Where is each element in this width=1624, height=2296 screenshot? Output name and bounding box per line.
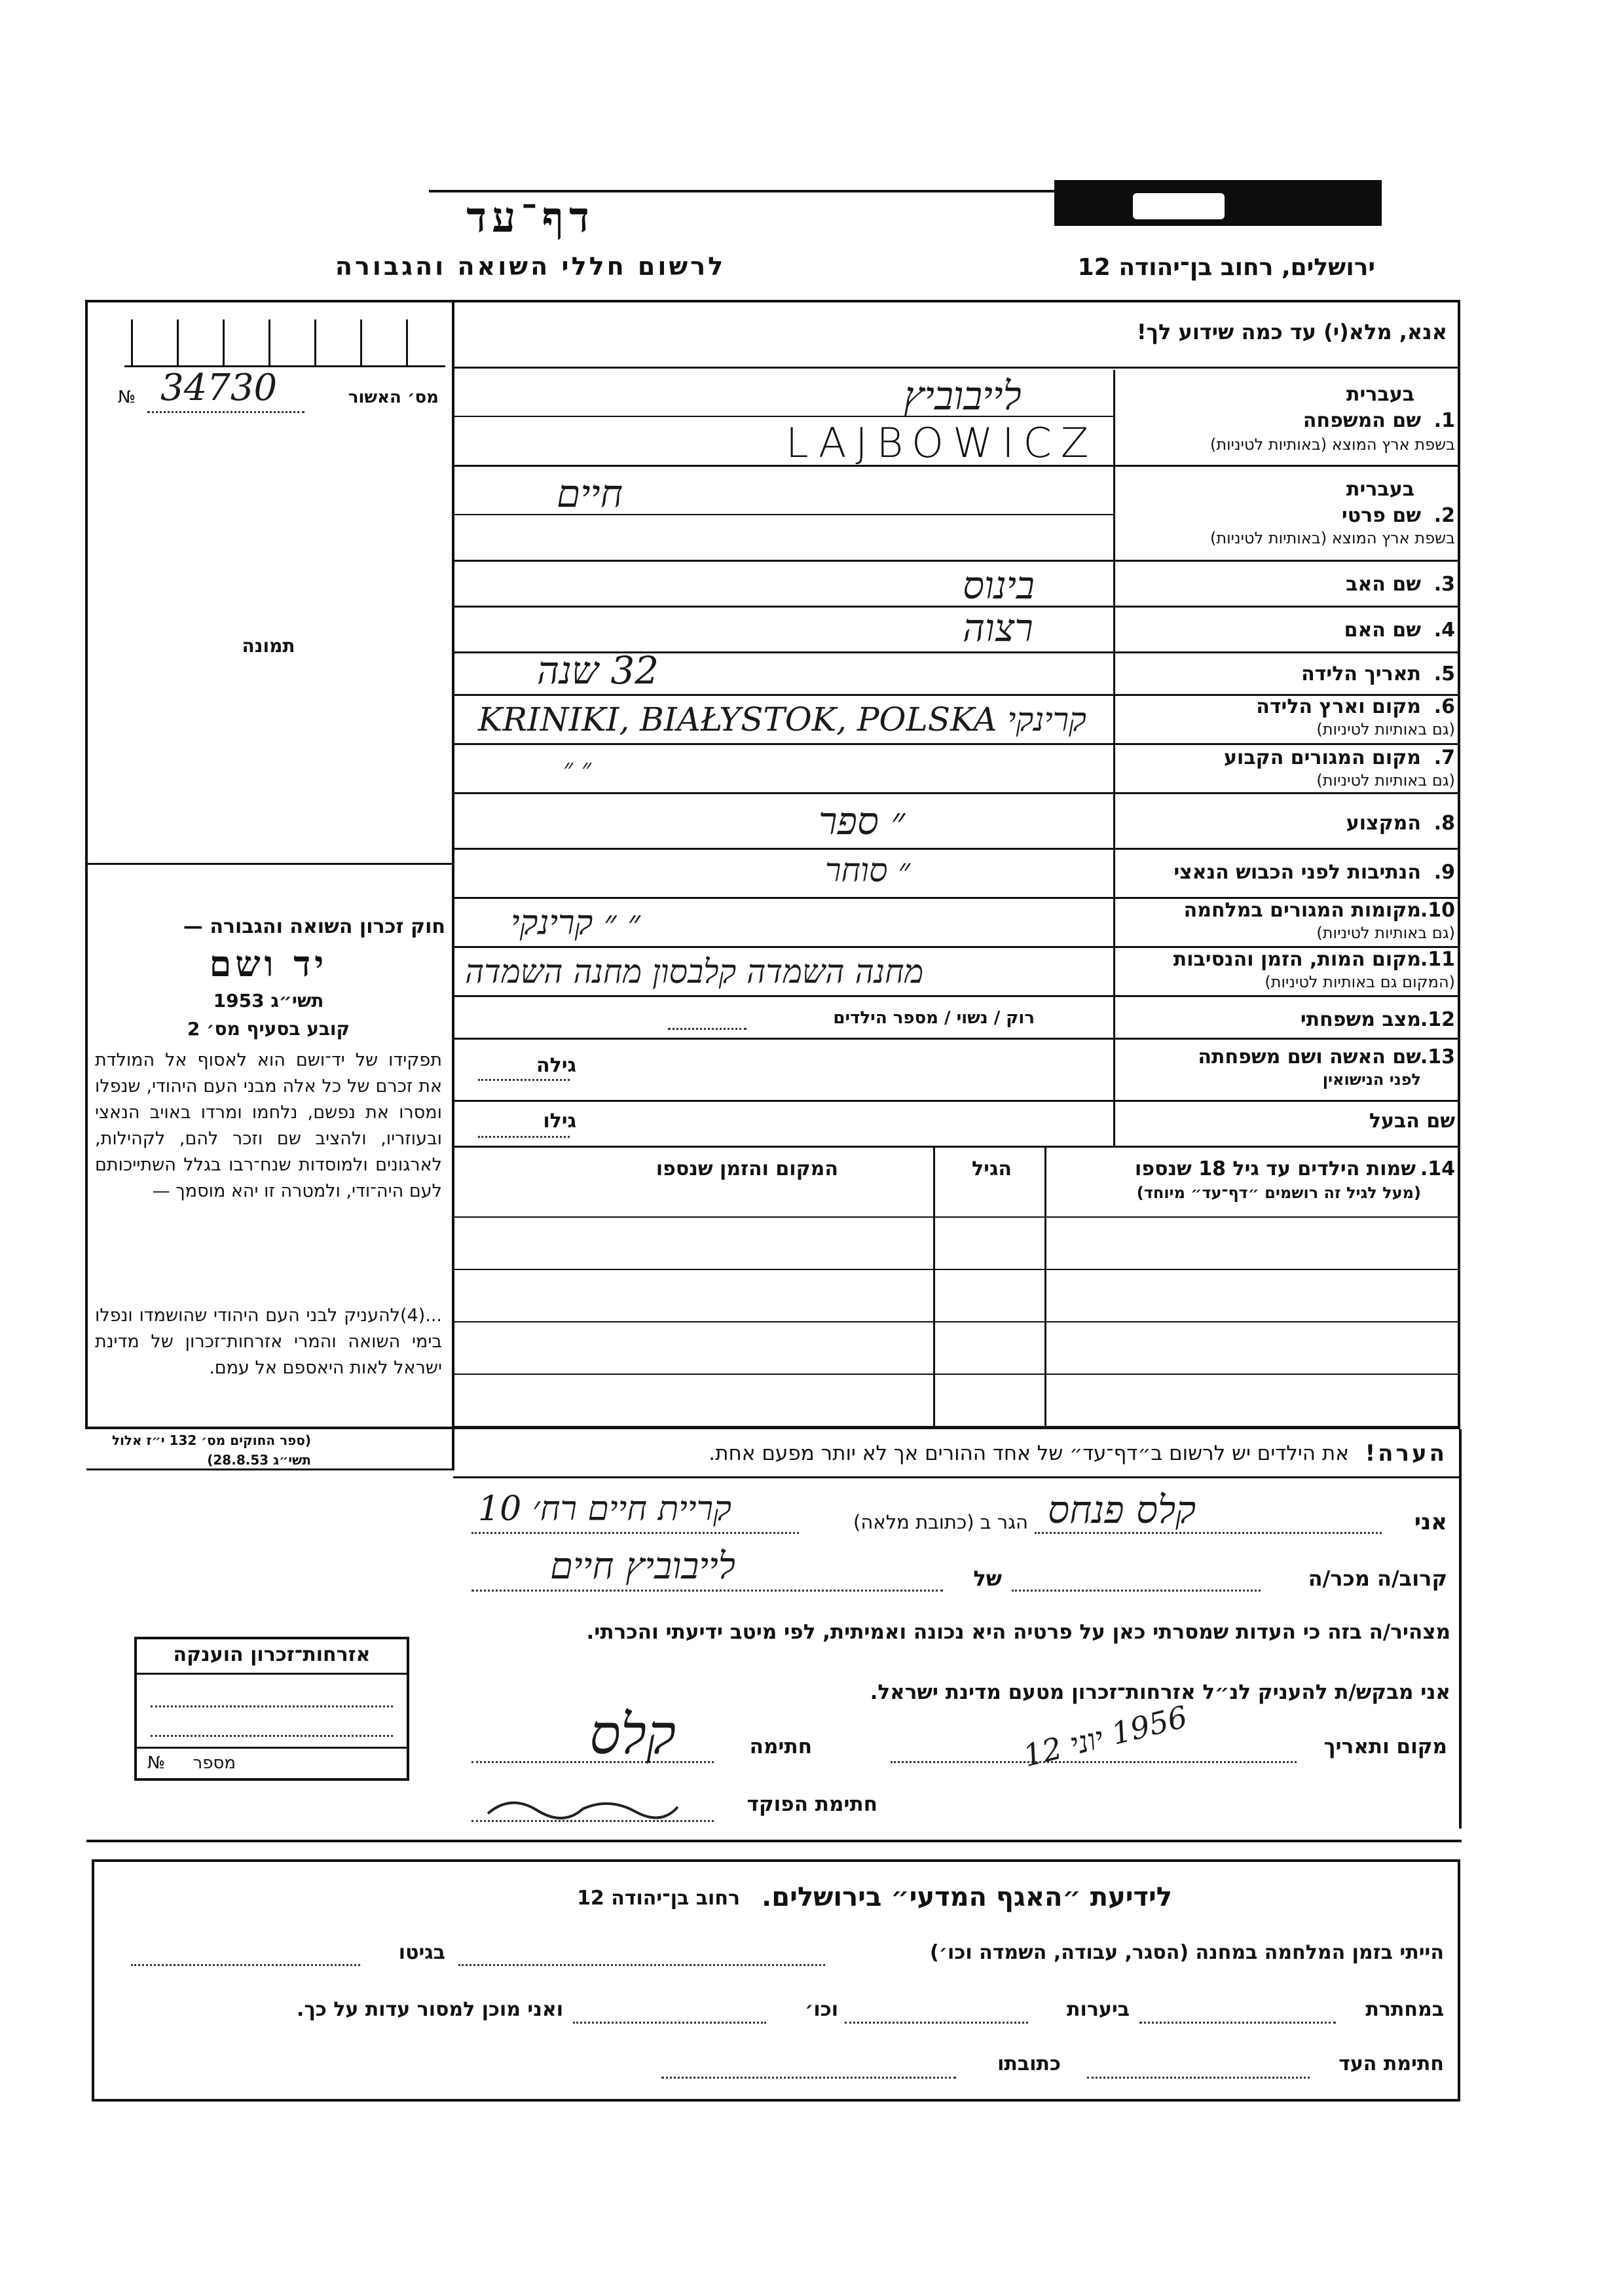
field-1-value-latin: LAJBOWICZ [786,419,1098,467]
citizenship-no-sign: № [147,1753,166,1773]
field-12-dots [668,1028,747,1030]
field-5-label: תאריך הלידה [1301,663,1421,685]
field-13-num: 13. [1420,1046,1455,1068]
footer-address-dots [661,2077,956,2079]
decl-address-value: קריית חיים רח׳ 10 [478,1489,731,1529]
note-label: הערה! [1365,1440,1447,1467]
law-section: קובע בסעיף מס׳ 2 [187,1018,350,1040]
decl-relative-value: לייבוביץ חיים [550,1545,735,1588]
law-name: יד ושם [209,943,328,985]
decl-official-sig: חתימת הפוקד [747,1793,877,1816]
children-rule [453,1269,1459,1270]
field-6-sub: (גם באותיות לטיניות) [1316,720,1455,738]
field-7-num: 7. [1433,746,1455,769]
decl-place-date: מקום ותאריך [1323,1735,1447,1758]
citizenship-rule [136,1673,408,1675]
declaration-right-border [1459,1429,1462,1829]
photo-label: תמונה [242,635,295,657]
field-6-label: מקום וארץ הלידה [1256,695,1421,718]
footer-address: רחוב בן־יהודה 12 [577,1887,740,1910]
husband-age-dots [478,1136,570,1138]
decl-signature-value: קלס [589,1702,676,1766]
official-signature-scribble [485,1791,681,1823]
children-col-age: הגיל [972,1157,1012,1180]
archive-label: מס׳ האשור [348,388,439,407]
citizenship-number-label: מספר [193,1753,236,1773]
field-7-value: ״ ״ [563,754,592,784]
page-title: דף־עד [466,193,595,242]
field-10-label: מקומות המגורים במלחמה [1183,899,1421,922]
wife-age-label: גילה [536,1054,576,1077]
children-rule [453,1216,1459,1218]
footer-ghetto: בגיטו [398,1941,445,1964]
field-6-num: 6. [1433,695,1455,718]
field-1-value-he: לייבוביץ [904,373,1022,419]
field-8-num: 8. [1433,812,1455,835]
decl-address-dots [471,1532,799,1534]
intro-text: אנא, מלא(י) עד כמה שידוע לך! [1136,319,1447,344]
children-sub: (מעל לגיל זה רושמים ״דף־עד״ מיוחד) [1136,1184,1421,1202]
citizenship-title: אזרחות־זכרון הוענקה [173,1643,371,1666]
field-6-value: KRINIKI, BIAŁYSTOK, POLSKA קרינקי [478,701,1086,738]
row-rule [453,848,1459,850]
law-box-bottom [86,1468,454,1470]
footer-line1-dots [458,1964,825,1966]
archive-dots [147,411,304,413]
field-3-value: בינוס [963,563,1035,608]
note-rule [453,1476,1459,1478]
field-9-num: 9. [1433,861,1455,884]
field-11-label: מקום המות, הזמן והנסיבות [1173,948,1421,971]
note-text: את הילדים יש לרשום ב״דף־עד״ של אחד ההורים אך לא יותר מפעם אחת. [709,1442,1349,1465]
archive-number: 34730 [160,367,278,409]
law-year: תשי״ג 1953 [213,990,324,1011]
field-4-value: רצוה [963,606,1033,650]
law-title: חוק זכרון השואה והגבורה — [183,915,445,938]
row-rule [453,743,1459,745]
citizenship-rule-2 [136,1747,408,1749]
children-label: שמות הילדים עד גיל 18 שנספו [1135,1157,1416,1180]
decl-signature: חתימה [749,1735,812,1758]
field-13-sub: לפני הנישואין [1322,1070,1421,1089]
logo-block-inner [1133,193,1225,219]
footer-etc-dots [573,2022,766,2024]
law-body-2: ...(4)להעניק לבני העם היהודי שהושמדו ונפלו בימי השואה והמרי אזרחות־זכרון של מדינת ישראל לאות היאספם אל עמם. [95,1305,442,1378]
field-2-value-he: חיים [557,471,623,516]
field-8-value: ״ ספר [819,799,906,843]
children-rule [453,1321,1459,1322]
archive-no-prefix: № [118,388,136,407]
archive-ticks [124,313,445,367]
children-num: 14. [1420,1157,1455,1180]
intro-rule [453,367,1459,369]
field-2-label: שם פרטי [1341,504,1421,527]
header-address: ירושלים, רחוב בן־יהודה 12 [1077,254,1375,281]
decl-ani-dots [1035,1532,1382,1534]
decl-declares: מצהיר/ה בזה כי העדות שמסרתי כאן על פרטיה היא נכונה ואמיתית, לפי מיטב ידיעתי והכרתי. [586,1620,1450,1644]
field-8-label: המקצוע [1346,812,1421,835]
footer-willing: ואני מוכן למסור עדות על כך. [297,1998,563,2021]
row-rule [453,1146,1459,1148]
field-5-value: 32 שנה [537,648,659,693]
field-1-note: בעברית [1346,383,1414,406]
footer-forests: ביערות [1067,1998,1130,2021]
label-column-divider [1113,370,1115,1146]
row-rule [453,1038,1459,1040]
field-4-label: שם האם [1344,619,1421,642]
children-col-divider-1 [1044,1146,1046,1427]
field-10-value: ״ ״ קרינקי [511,903,640,943]
decl-place-date-dots [891,1761,1297,1763]
field-2-sub: בשפת ארץ המוצא (באותיות לטיניות) [1210,529,1455,547]
decl-place-date-value: 1956 יוני 12 [1020,1698,1191,1774]
field-4-num: 4. [1433,619,1455,642]
row-rule [453,792,1459,794]
children-bottom-rule [453,1426,1459,1429]
field-9-value: ״ סוחר [825,851,911,889]
footer-address-label: כתובתו [997,2052,1061,2075]
row-rule [453,560,1459,562]
declaration-bottom-rule [86,1840,1462,1842]
field-7-sub: (גם באותיות לטיניות) [1316,771,1455,790]
field-12-label: מצב משפחתי [1300,1008,1421,1031]
footer-title: לידיעת ״האגף המדעי״ בירושלים. [762,1882,1172,1912]
law-ref: (ספר החוקים מס׳ 132 י״ז אלול תשי״ג 28.8.53) [111,1432,311,1468]
field-10-sub: (גם באותיות לטיניות) [1316,924,1455,942]
field-12-value: רוק / נשוי / מספר הילדים [833,1008,1035,1028]
field-3-label: שם האב [1346,573,1421,596]
husband-age-label: גילו [543,1110,576,1133]
law-body: תפקידו של יד־ושם הוא לאסוף אל המולדת את זכרם של כל אלה מבני העם היהודי, שנפלו ומסרו את נפשם, נלחמו ומרדו באויב הנאצי ובעוזריו, ולהציב שם וזכר להם, לקהילות, לארגונים ולמוסדות שנח־רבו בגלל השתייכותם לעם היה־ודי, ולמטרה זו יהא מוסמך — [95,1050,442,1201]
footer-line1: הייתי בזמן המלחמה במחנה (הסגר, עבודה, השמדה וכו׳) [930,1941,1444,1964]
decl-ani: אני [1414,1509,1447,1535]
footer-ghetto-dots [131,1964,360,1966]
decl-relative: קרוב/ה מכר/ה [1308,1566,1447,1591]
footer-underground-dots [1139,2022,1336,2024]
children-col-divider-2 [933,1146,935,1427]
field-1-label: שם המשפחה [1302,409,1421,432]
field-10-num: 10. [1420,899,1455,922]
citizenship-dots-1 [151,1705,393,1707]
field-5-num: 5. [1433,663,1455,685]
field-9-label: הנתיבות לפני הכבוש הנאצי [1173,861,1421,884]
field-7-label: מקום המגורים הקבוע [1224,746,1421,769]
decl-residing: הגר ב (כתובת מלאה) [853,1511,1028,1533]
field-2-num: 2. [1433,504,1455,527]
decl-relative-dots [1012,1590,1261,1592]
page-subtitle: לרשום חללי השואה והגבורה [335,252,726,281]
citizenship-dots-2 [151,1735,393,1737]
children-col-place: המקום והזמן שנספו [655,1157,838,1180]
husband-label: שם הבעל [1369,1110,1455,1133]
field-13-label: שם האשה ושם משפחתה [1198,1046,1421,1068]
footer-witness-sig-dots [1087,2077,1310,2079]
decl-ani-value: קלס פנחס [1048,1487,1196,1532]
row-rule [453,1100,1459,1102]
footer-etc: וכו׳ [805,1998,838,2021]
field-1-sub: בשפת ארץ המוצא (באותיות לטיניות) [1210,435,1455,454]
wife-age-dots [478,1079,570,1081]
decl-relative-value-dots [471,1590,943,1592]
decl-request: אני מבקש/ת להעניק לנ״ל אזרחות־זכרון מטעם מדינת ישראל. [870,1681,1450,1704]
left-column-divider [452,301,454,1470]
field-11-value: מחנה השמדה קלבסון מחנה השמדה [465,953,924,991]
row-rule [453,514,1115,515]
decl-shel: של [973,1566,1002,1591]
footer-witness-sig: חתימת העד [1338,2052,1444,2075]
field-1-num: 1. [1433,409,1455,432]
field-11-num: 11. [1420,948,1455,971]
field-12-num: 12. [1420,1008,1455,1031]
photo-box-rule [86,863,453,865]
footer-forests-dots [845,2022,1028,2024]
field-2-note: בעברית [1346,478,1414,501]
footer-underground: במחתרת [1365,1998,1444,2021]
row-rule [453,995,1459,997]
field-3-num: 3. [1433,573,1455,596]
children-rule [453,1374,1459,1375]
field-11-sub: (המקום גם באותיות לטיניות) [1264,973,1455,991]
row-rule [453,606,1459,608]
